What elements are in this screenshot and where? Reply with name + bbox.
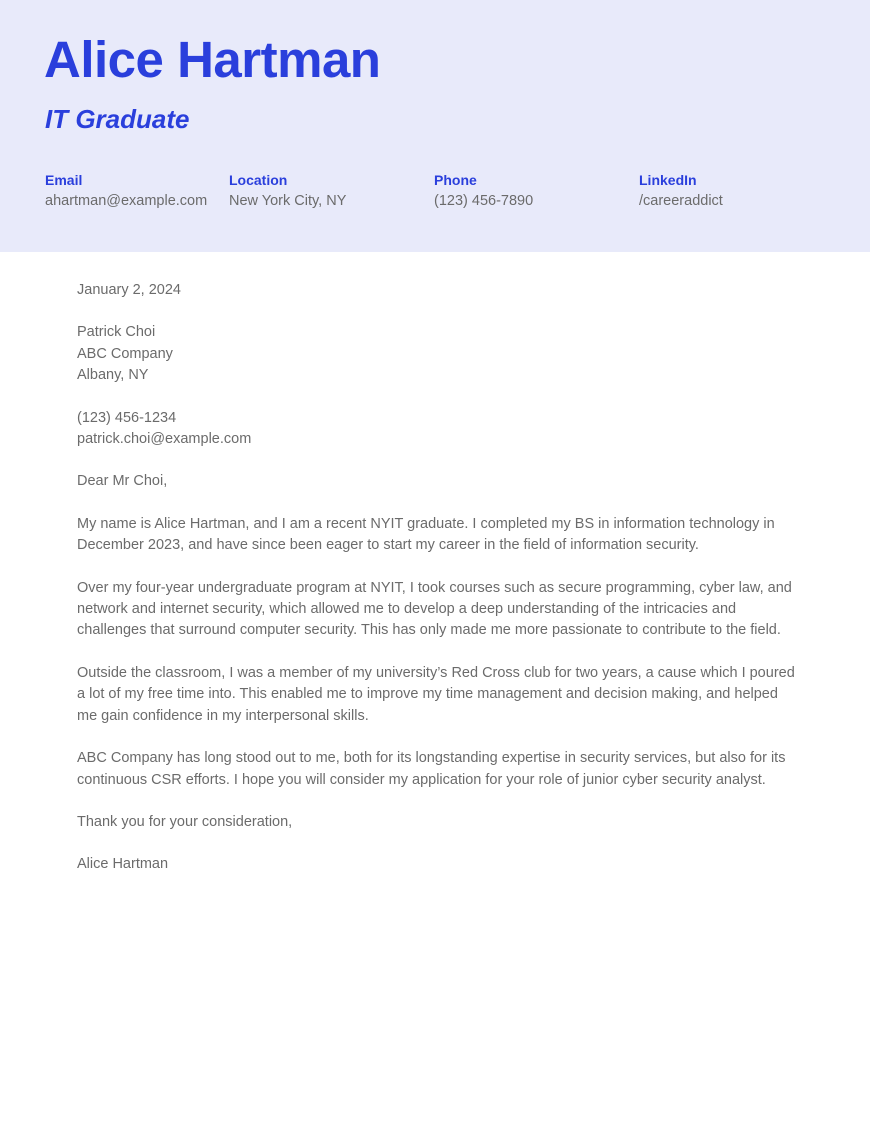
contact-email <box>45 170 207 212</box>
paragraph-intro: My name is Alice Hartman, and I am a recent NYIT graduate. I completed my BS in information technology in December 2023, and have since been eager to start my career in the field of information security. <box>77 515 775 554</box>
recipient-company: ABC Company <box>77 345 173 362</box>
contact-phone-label: Phone <box>434 172 477 188</box>
paragraph-education: Over my four-year undergraduate program at NYIT, I took courses such as secure programming, cyber law, and network and internet security, which allowed me to develop a deep understanding of the intricacies and challenges that surround computer security. This has only made me more passionate to contribute to the field. <box>77 579 792 639</box>
applicant-name: Alice Hartman <box>44 31 381 88</box>
salutation: Dear Mr Choi, <box>77 473 168 490</box>
applicant-role: IT Graduate <box>45 104 190 134</box>
recipient-phone: (123) 456-1234 <box>77 409 177 426</box>
contact-linkedin-value: /careeraddict <box>639 193 723 209</box>
contact-location <box>229 170 346 212</box>
closing: Thank you for your consideration, <box>77 813 293 830</box>
contact-email-label: Email <box>45 172 83 188</box>
recipient-block <box>77 322 797 386</box>
contact-linkedin <box>639 170 723 212</box>
recipient-email: patrick.choi@example.com <box>77 431 252 448</box>
letter-date: January 2, 2024 <box>77 282 181 298</box>
recipient-city: Albany, NY <box>77 367 149 384</box>
recipient-name: Patrick Choi <box>77 324 156 341</box>
paragraph-extracurricular: Outside the classroom, I was a member of my university’s Red Cross club for two years, a cause which I poured a lot of my free time into. This enabled me to improve my time management and decision making, and helped me gain confidence in my interpersonal skills. <box>77 664 795 724</box>
contact-linkedin-label: LinkedIn <box>639 172 697 188</box>
header-banner <box>0 0 870 252</box>
contact-phone <box>434 170 533 212</box>
contact-email-value: ahartman@example.com <box>45 193 208 209</box>
signature: Alice Hartman <box>77 856 169 873</box>
recipient-contact-block <box>77 408 797 451</box>
contact-location-label: Location <box>229 172 288 188</box>
letter-body <box>77 280 797 897</box>
contact-phone-value: (123) 456-7890 <box>434 193 534 209</box>
contact-location-value: New York City, NY <box>229 193 347 209</box>
paragraph-company: ABC Company has long stood out to me, both for its longstanding expertise in security services, but also for its continuous CSR efforts. I hope you will consider my application for your role of junior cyber security analyst. <box>77 750 786 788</box>
